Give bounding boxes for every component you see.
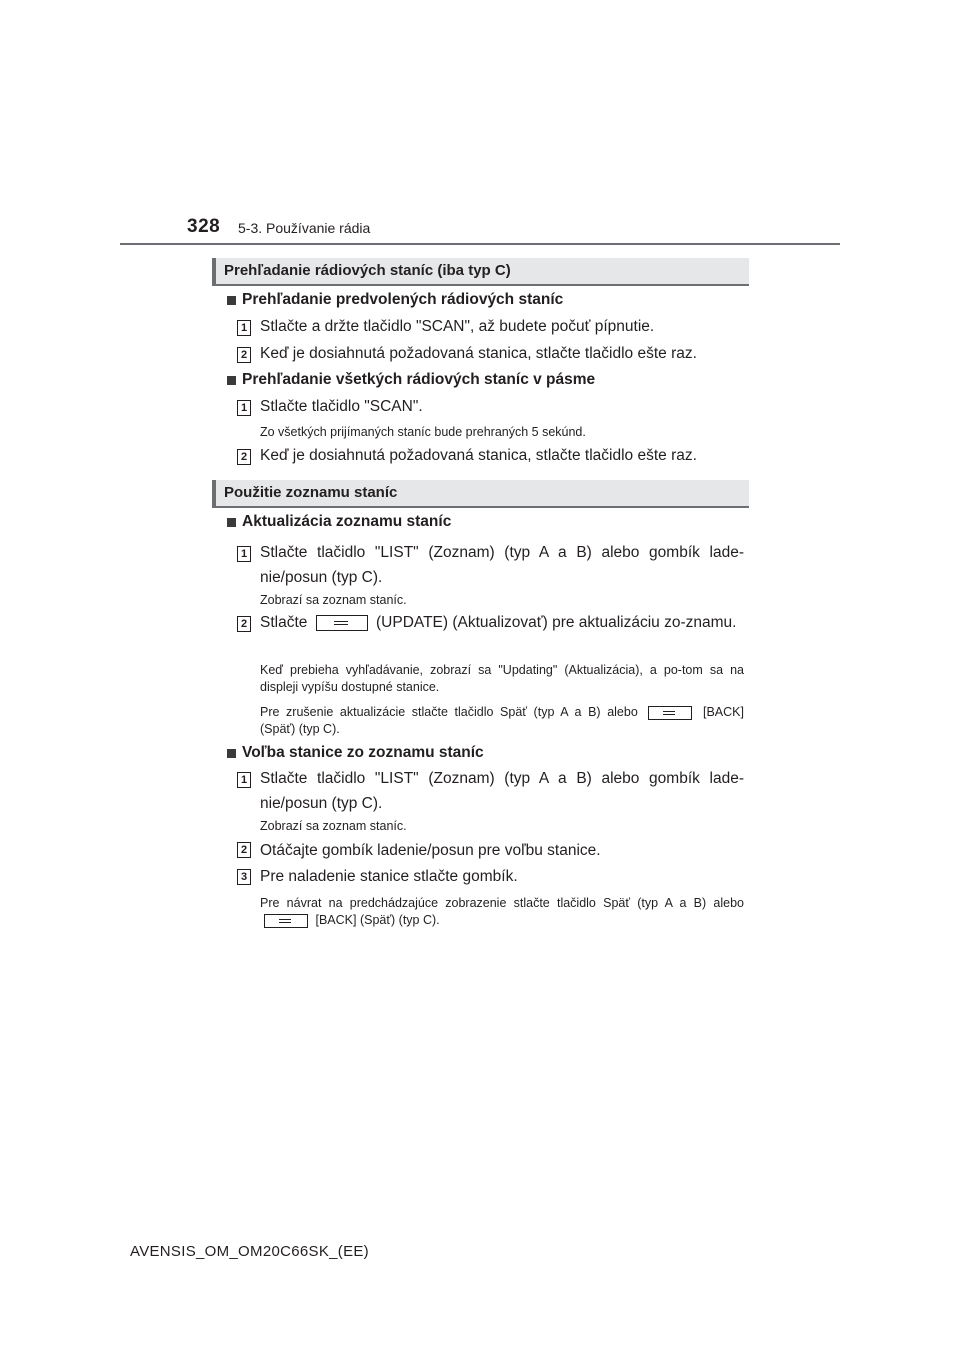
step-number-badge: 3 (237, 869, 251, 885)
section-accent (212, 480, 216, 508)
step-text-after: (UPDATE) (Aktualizovať) pre aktualizáciu zo-znamu. (376, 614, 737, 631)
step-number-badge: 1 (237, 772, 251, 788)
step-number-badge: 2 (237, 842, 251, 858)
step-number-badge: 2 (237, 347, 251, 363)
subheading-text: Aktualizácia zoznamu staníc (242, 513, 452, 530)
step-text (260, 610, 744, 635)
section-title: Prehľadanie rádiových staníc (iba typ C) (224, 262, 511, 279)
note-text-before: Pre návrat na predchádzajúce zobrazenie stlačte tlačidlo Späť (typ A a B) alebo (260, 896, 744, 910)
step-note: Keď prebieha vyhľadávanie, zobrazí sa "Updating" (Aktualizácia), a po-tom sa na displeji vypíšu dostupné stanice. (260, 663, 744, 694)
step-text: Keď je dosiahnutá požadovaná stanica, stlačte tlačidlo ešte raz. (260, 345, 697, 362)
subheading (227, 744, 484, 762)
step-note: Zobrazí sa zoznam staníc. (260, 593, 407, 607)
step-text: Stlačte tlačidlo "SCAN". (260, 398, 423, 415)
section-heading-scan (212, 258, 749, 286)
menu-button-icon (316, 615, 368, 631)
section-reference: 5-3. Používanie rádia (238, 220, 371, 236)
step-text-before: Stlačte (260, 614, 308, 631)
subheading-text: Prehľadanie predvolených rádiových staníc (242, 291, 564, 308)
back-button-icon (648, 706, 692, 720)
square-bullet-icon (227, 376, 236, 385)
step-note: Zo všetkých prijímaných staníc bude prehraných 5 sekúnd. (260, 425, 586, 439)
subheading-text: Voľba stanice zo zoznamu staníc (242, 744, 484, 761)
step-text: Otáčajte gombík ladenie/posun pre voľbu stanice. (260, 842, 601, 859)
step-number-badge: 2 (237, 449, 251, 465)
subheading (227, 513, 451, 531)
document-code: AVENSIS_OM_OM20C66SK_(EE) (130, 1243, 369, 1260)
subheading-text: Prehľadanie všetkých rádiových staníc v pásme (242, 371, 596, 388)
step-number-badge: 1 (237, 400, 251, 416)
step-text: Stlačte tlačidlo "LIST" (Zoznam) (typ A a B) alebo gombík lade-nie/posun (typ C). (260, 544, 744, 586)
subheading (227, 371, 595, 389)
note-text-after: [BACK] (Späť) (typ C). (260, 705, 744, 736)
note-text-after: [BACK] (Späť) (typ C). (315, 913, 440, 927)
subheading (227, 291, 563, 309)
square-bullet-icon (227, 749, 236, 758)
step-note: Zobrazí sa zoznam staníc. (260, 819, 407, 833)
step-number-badge: 1 (237, 320, 251, 336)
step-note (260, 895, 744, 929)
page-number: 328 (187, 216, 221, 237)
step-text: Keď je dosiahnutá požadovaná stanica, stlačte tlačidlo ešte raz. (260, 447, 697, 464)
header-divider (120, 243, 840, 245)
step-number-badge: 2 (237, 616, 251, 632)
section-title: Použitie zoznamu staníc (224, 484, 398, 501)
step-text: Stlačte tlačidlo "LIST" (Zoznam) (typ A a B) alebo gombík lade-nie/posun (typ C). (260, 770, 744, 812)
step-number-badge: 1 (237, 546, 251, 562)
section-heading-station-list (212, 480, 749, 508)
back-button-icon (264, 914, 308, 928)
square-bullet-icon (227, 518, 236, 527)
square-bullet-icon (227, 296, 236, 305)
step-note (260, 704, 744, 738)
section-accent (212, 258, 216, 286)
step-text: Stlačte a držte tlačidlo "SCAN", až budete počuť pípnutie. (260, 318, 655, 335)
step-text: Pre naladenie stanice stlačte gombík. (260, 868, 518, 885)
note-text-before: Pre zrušenie aktualizácie stlačte tlačidlo Späť (typ A a B) alebo (260, 705, 638, 719)
